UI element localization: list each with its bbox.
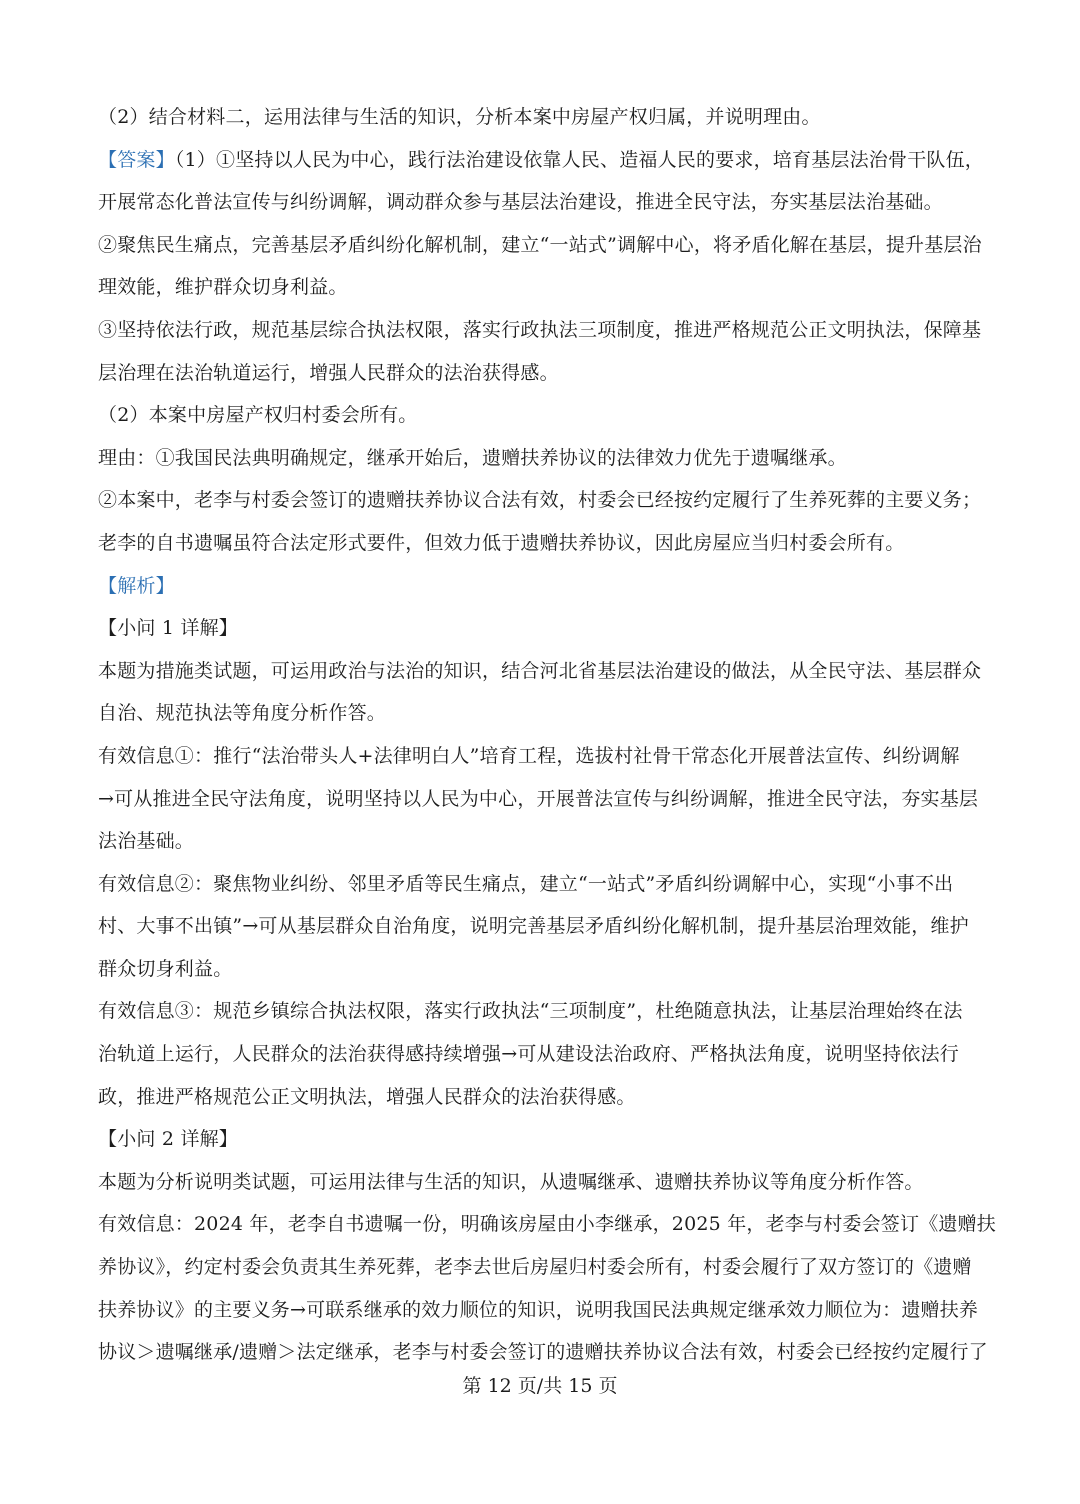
line-text: 群众切身利益。 (98, 957, 233, 980)
text-line (98, 1246, 980, 1289)
text-line (98, 692, 980, 735)
line-text: 有效信息①：推行“法治带头人+法律明白人”培育工程，选拔村社骨干常态化开展普法宣传、纠纷调解 (98, 744, 960, 767)
line-text: 有效信息②：聚焦物业纠纷、邻里矛盾等民生痛点，建立“一站式”矛盾纠纷调解中心，实现“小事不出 (98, 872, 954, 895)
line-text: 理效能，维护群众切身利益。 (98, 276, 348, 299)
text-line (98, 139, 985, 182)
text-line (98, 266, 980, 309)
text-line (98, 1118, 980, 1161)
text-line (98, 1203, 996, 1246)
line-text: 政，推进严格规范公正文明执法，增强人民群众的法治获得感。 (98, 1085, 636, 1108)
text-line (98, 1076, 980, 1119)
line-text: 治轨道上运行，人民群众的法治获得感持续增强→可从建设法治政府、严格执法角度，说明坚持依法行 (98, 1043, 959, 1066)
line-text: ③坚持依法行政，规范基层综合执法权限，落实行政执法三项制度，推进严格规范公正文明执法，保障基 (98, 318, 982, 341)
text-line (98, 905, 980, 948)
text-line (98, 96, 980, 139)
line-text: 本题为措施类试题，可运用政治与法治的知识，结合河北省基层法治建设的做法，从全民守法、基层群众 (98, 659, 982, 682)
text-line (98, 522, 980, 565)
text-line (98, 990, 980, 1033)
line-text: 村、大事不出镇”→可从基层群众自治角度，说明完善基层矛盾纠纷化解机制，提升基层治理效能，维护 (98, 915, 969, 938)
document-body (98, 96, 996, 1374)
text-line (98, 735, 980, 778)
text-line (98, 778, 980, 821)
text-line (98, 1033, 980, 1076)
line-text: 养协议》，约定村委会负责其生养死葬，老李去世后房屋归村委会所有，村委会履行了双方签订的《遗赠 (98, 1256, 972, 1279)
text-line (98, 1289, 980, 1332)
text-line (98, 820, 980, 863)
line-text: 层治理在法治轨道运行，增强人民群众的法治获得感。 (98, 361, 559, 384)
text-line (98, 394, 980, 437)
line-text: 理由：①我国民法典明确规定，继承开始后，遗赠扶养协议的法律效力优先于遗嘱继承。 (98, 446, 847, 469)
line-text: 老李的自书遗嘱虽符合法定形式要件，但效力低于遗赠扶养协议，因此房屋应当归村委会所有。 (98, 531, 905, 554)
line-text: （1）①坚持以人民为中心，践行法治建设依靠人民、造福人民的要求，培育基层法治骨干队伍， (174, 148, 985, 171)
text-line (98, 1161, 980, 1204)
line-text: 法治基础。 (98, 830, 195, 853)
text-line (98, 1331, 988, 1374)
line-text: 有效信息③：规范乡镇综合执法权限，落实行政执法“三项制度”，杜绝随意执法，让基层治理始终在法 (98, 1000, 963, 1023)
line-text: ②聚焦民生痛点，完善基层矛盾纠纷化解机制，建立“一站式”调解中心，将矛盾化解在基层，提升基层治 (98, 233, 982, 256)
line-text: 本题为分析说明类试题，可运用法律与生活的知识，从遗嘱继承、遗赠扶养协议等角度分析作答。 (98, 1170, 924, 1193)
text-line (98, 479, 980, 522)
text-line (98, 437, 980, 480)
line-text: ②本案中，老李与村委会签订的遗赠扶养协议合法有效，村委会已经按约定履行了生养死葬的主要义务； (98, 489, 982, 512)
text-line (98, 352, 980, 395)
section-tag: 【答案】 (98, 148, 175, 171)
page-footer: 第 12 页/共 15 页 (462, 1375, 618, 1397)
line-text: 自治、规范执法等角度分析作答。 (98, 702, 387, 725)
text-line (98, 650, 980, 693)
text-line (98, 863, 980, 906)
line-text: 【小问 1 详解】 (98, 617, 238, 640)
line-text: 扶养协议》的主要义务→可联系继承的效力顺位的知识，说明我国民法典规定继承效力顺位为：遗赠扶养 (98, 1298, 979, 1321)
text-line (98, 565, 980, 608)
line-text: 开展常态化普法宣传与纠纷调解，调动群众参与基层法治建设，推进全民守法，夯实基层法治基础。 (98, 191, 943, 214)
line-text: 【小问 2 详解】 (98, 1128, 238, 1151)
line-text: 有效信息：2024 年，老李自书遗嘱一份，明确该房屋由小李继承，2025 年，老李与村委会签订《遗赠扶 (98, 1213, 996, 1236)
text-line (98, 948, 980, 991)
text-line (98, 607, 980, 650)
line-text: →可从推进全民守法角度，说明坚持以人民为中心，开展普法宣传与纠纷调解，推进全民守法，夯实基层 (98, 787, 979, 810)
text-line (98, 181, 980, 224)
line-text: （2）本案中房屋产权归村委会所有。 (98, 404, 418, 427)
line-text: （2）结合材料二，运用法律与生活的知识，分析本案中房屋产权归属，并说明理由。 (98, 106, 821, 128)
line-text: 协议＞遗嘱继承/遗赠＞法定继承，老李与村委会签订的遗赠扶养协议合法有效，村委会已经按约定履行了 (98, 1341, 988, 1364)
section-tag: 【解析】 (98, 574, 175, 597)
text-line (98, 309, 980, 352)
text-line (98, 224, 980, 267)
